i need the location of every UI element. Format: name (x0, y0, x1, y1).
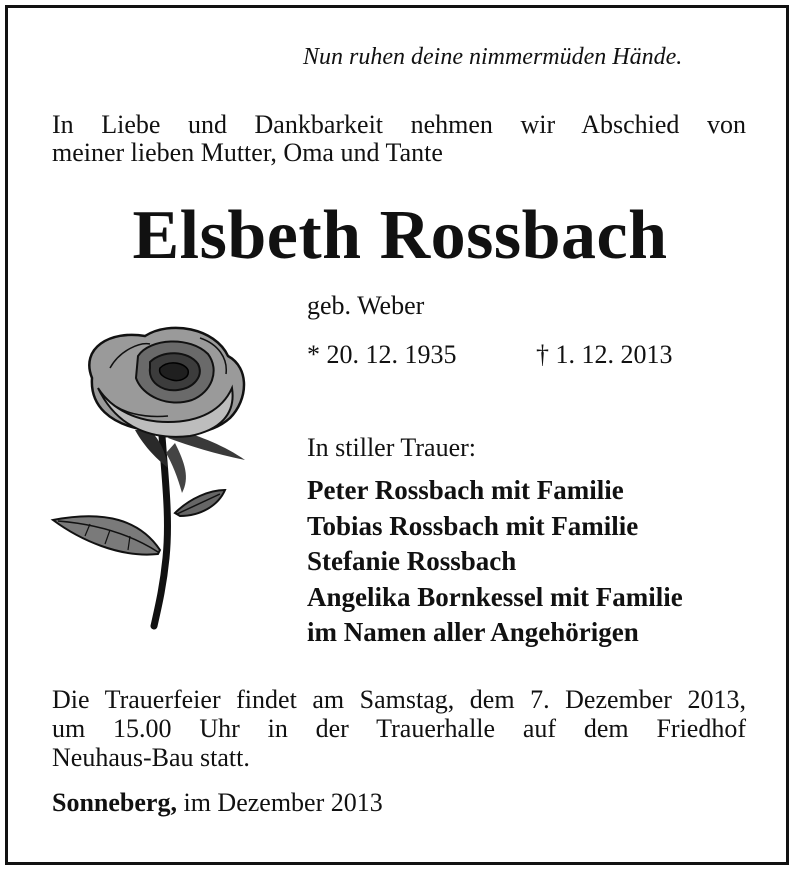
mourner-name: Angelika Bornkessel mit Familie (307, 581, 683, 612)
ceremony-info (52, 685, 746, 772)
mourner-name: im Namen aller Angehörigen (307, 617, 639, 647)
motto: Nun ruhen deine nimmermüden Hände. (303, 44, 683, 70)
mourner-name: Stefanie Rossbach (307, 546, 517, 576)
birth-date: * 20. 12. 1935 (307, 340, 457, 369)
ceremony-line-3: Neuhaus-Bau statt. (52, 743, 250, 772)
date: im Dezember 2013 (176, 788, 383, 817)
place: Sonneberg, (52, 788, 177, 817)
mourner-name: Peter Rossbach mit Familie (307, 475, 624, 505)
mourners-list (307, 473, 683, 651)
mourner-name: Tobias Rossbach mit Familie (307, 510, 639, 541)
ceremony-line-2: um 15.00 Uhr in der Trauerhalle auf dem Friedhof (52, 714, 746, 743)
deceased-name: Elsbeth Rossbach (132, 197, 668, 274)
intro-line-2: meiner lieben Mutter, Oma und Tante (52, 138, 443, 167)
ceremony-line-1: Die Trauerfeier findet am Samstag, dem 7. Dezember 2013, (52, 685, 746, 714)
rose-icon (50, 318, 255, 630)
death-date: † 1. 12. 2013 (536, 340, 673, 369)
intro-line-1: In Liebe und Dankbarkeit nehmen wir Abschied von (52, 110, 746, 139)
place-and-date (52, 788, 383, 818)
intro-text (52, 111, 746, 167)
mourning-label: In stiller Trauer: (307, 433, 476, 462)
maiden-name: geb. Weber (307, 291, 425, 320)
